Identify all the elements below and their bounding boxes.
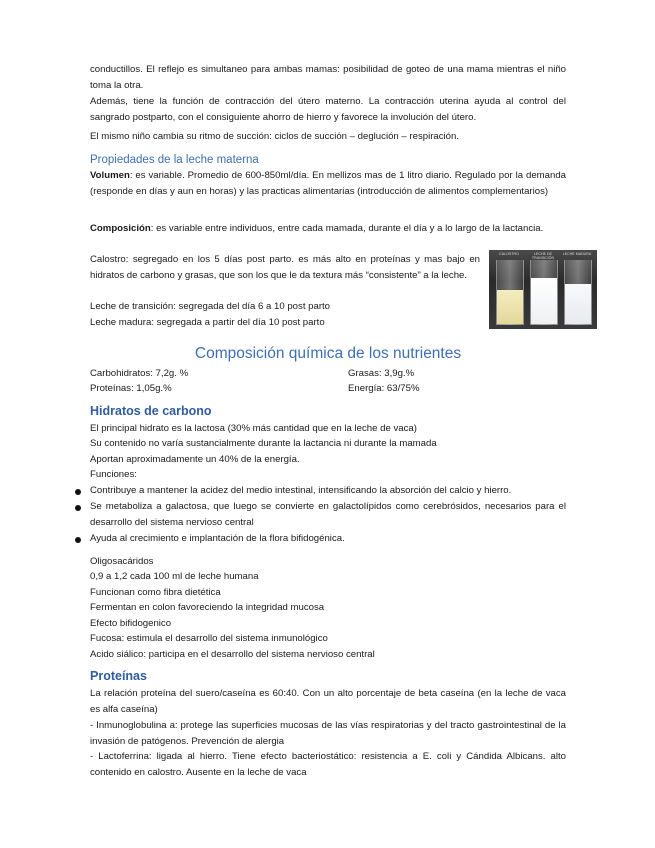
glass-calostro: [496, 260, 524, 325]
intro-paragraph-2: Además, tiene la función de contracción del útero materno. La contracción uterina ayuda al control del sangrado postparto, con el consiguiente ahorro de hierro y favorece la involución del útero.: [90, 96, 566, 123]
carbohidratos-value: Carbohidratos: 7,2g. %: [90, 368, 189, 379]
energia-value: Energía: 63/75%: [348, 383, 420, 394]
section-heading-hidratos: Hidratos de carbono: [90, 404, 212, 418]
milk-glasses-photo: [489, 250, 597, 329]
funcion-item-3: Ayuda al crecimiento e implantación de la flora bifidogénica.: [90, 533, 345, 544]
hidratos-line-2: Su contenido no varía sustancialmente durante la lactancia ni durante la mamada: [90, 438, 437, 449]
transicion-line: Leche de transición: segregada del día 6 a 10 post parto: [90, 301, 331, 312]
composicion-text: : es variable entre individuos, entre cada mamada, durante el día y a lo largo de la lactancia.: [150, 223, 544, 234]
volumen-text: : es variable. Promedio de 600-850ml/día. En mellizos mas de 1 litro diario. Regulado por la demanda (responde en días y aun en horas) y las practicas alimentarias (introducción de alimentos complementarios): [90, 170, 566, 197]
bullet-dot: [75, 505, 81, 511]
oligo-line-7: Acido siálico: participa en el desarrollo del sistema nervioso central: [90, 649, 375, 660]
photo-label-calostro: CALOSTRO: [499, 252, 519, 256]
volumen-paragraph: [90, 168, 566, 200]
oligo-line-5: Efecto bifidogenico: [90, 618, 172, 629]
hidratos-line-4: Funciones:: [90, 469, 137, 480]
glass-transicion: [530, 260, 558, 325]
bullet-dot: [75, 489, 81, 495]
nutrients-row-2: [90, 381, 566, 397]
funcion-item-2: Se metaboliza a galactosa, que luego se convierte en galactolípidos como cerebrósidos, necesarios para el desarrollo del sistema nervioso central: [90, 501, 566, 528]
section-heading-propiedades: Propiedades de la leche materna: [90, 154, 259, 166]
photo-label-madura: LECHE MADURA: [562, 252, 592, 256]
bullet-dot: [75, 537, 81, 543]
composicion-paragraph: [90, 221, 566, 237]
funcion-item-1: Contribuye a mantener la acidez del medio intestinal, intensificando la absorción del calcio y hierro.: [90, 485, 512, 496]
volumen-label: Volumen: [90, 170, 130, 181]
oligo-line-2: 0,9 a 1,2 cada 100 ml de leche humana: [90, 571, 259, 582]
proteinas-paragraph-2: - Inmunoglobulina a: protege las superficies mucosas de las vías respiratorias y del tracto gastrointestinal de la invasión de patógenos. Prevención de alergia: [90, 720, 566, 747]
calostro-paragraph: Calostro: segregado en los 5 días post parto. es más alto en proteínas y mas bajo en hidratos de carbono y grasas, que son los que le da textura más “consistente” a la leche.: [90, 254, 480, 281]
proteinas-value: Proteínas: 1,05g.%: [90, 383, 172, 394]
composicion-label: Composición: [90, 223, 151, 234]
oligo-line-6: Fucosa: estimula el desarrollo del sistema inmunológico: [90, 633, 328, 644]
oligo-line-4: Fermentan en colon favoreciendo la integridad mucosa: [90, 602, 325, 613]
madura-line: Leche madura: segregada a partir del día 10 post parto: [90, 317, 325, 328]
intro-paragraph-1: conductillos. El reflejo es simultaneo para ambas mamas: posibilidad de goteo de una mama mientras el niño toma la otra.: [90, 64, 566, 91]
hidratos-line-3: Aportan aproximadamente un 40% de la energía.: [90, 454, 300, 465]
glass-madura: [564, 260, 592, 325]
grasas-value: Grasas: 3,9g.%: [348, 368, 415, 379]
section-heading-proteinas: Proteínas: [90, 669, 147, 683]
photo-label-transicion: LECHE DE TRANSICIÓN: [531, 252, 555, 260]
hidratos-line-1: El principal hidrato es la lactosa (30% más cantidad que en la leche de vaca): [90, 423, 417, 434]
nutrients-row-1: [90, 366, 566, 382]
section-heading-composicion-quimica: Composición química de los nutrientes: [194, 345, 462, 362]
proteinas-paragraph-1: La relación proteína del suero/caseína es 60:40. Con un alto porcentaje de beta caseína (en la leche de vaca es alfa caseína): [90, 688, 566, 715]
intro-paragraph-3: El mismo niño cambia su ritmo de succión: ciclos de succión – deglución – respiración.: [90, 131, 459, 142]
oligo-line-3: Funcionan como fibra dietética: [90, 587, 221, 598]
oligo-line-1: Oligosacáridos: [90, 556, 154, 567]
proteinas-paragraph-3: - Lactoferrina: ligada al hierro. Tiene efecto bacteriostático: resistencia a E. coli y Cándida Albicans. alto contenido en calostro. Ausente en la leche de vaca: [90, 751, 566, 778]
